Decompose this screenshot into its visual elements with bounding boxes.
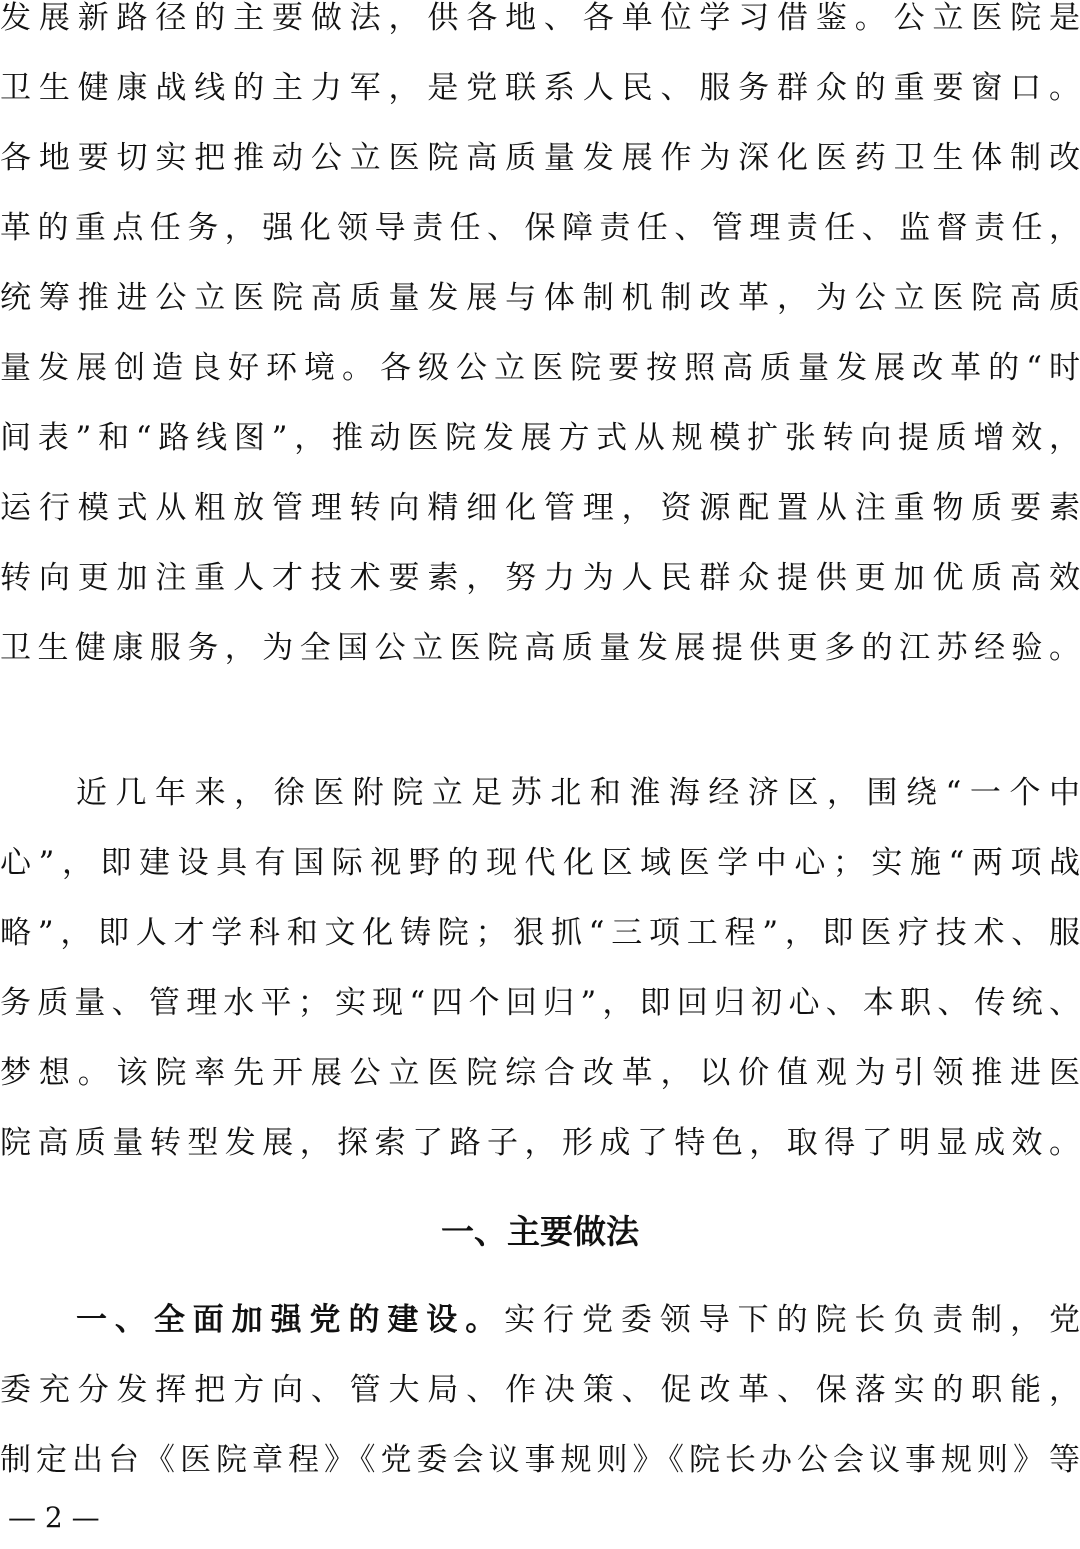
text-line: 量发展创造良好环境。各级公立医院要按照高质量发展改革的“时 (0, 350, 1080, 386)
text-span: 实行党委领导下的院长负责制，党 (504, 1302, 1080, 1338)
text-line (76, 1300, 1080, 1340)
text-line: 发展新路径的主要做法，供各地、各单位学习借鉴。公立医院是 (0, 0, 1080, 36)
text-line: 务质量、管理水平；实现“四个回归”，即回归初心、本职、传统、 (0, 985, 1080, 1021)
text-line: 各地要切实把推动公立医院高质量发展作为深化医药卫生体制改 (0, 140, 1080, 176)
text-line: 统筹推进公立医院高质量发展与体制机制改革，为公立医院高质 (0, 280, 1080, 316)
text-line: 卫生健康战线的主力军，是党联系人民、服务群众的重要窗口。 (0, 70, 1080, 106)
text-line: 革的重点任务，强化领导责任、保障责任、管理责任、监督责任， (0, 210, 1080, 246)
text-line: 转向更加注重人才技术要素，努力为人民群众提供更加优质高效 (0, 560, 1080, 596)
text-line: 近几年来，徐医附院立足苏北和淮海经济区，围绕“一个中 (76, 775, 1080, 811)
text-line: 心”，即建设具有国际视野的现代化区域医学中心；实施“两项战 (0, 845, 1080, 881)
text-line: 运行模式从粗放管理转向精细化管理，资源配置从注重物质要素 (0, 490, 1080, 526)
section-heading: 一、主要做法 (441, 1212, 639, 1251)
text-line: 梦想。该院率先开展公立医院综合改革，以价值观为引领推进医 (0, 1055, 1080, 1091)
text-line: 间表”和“路线图”，推动医院发展方式从规模扩张转向提质增效， (0, 420, 1080, 456)
bold-lead-text: 一、全面加强党的建设。 (76, 1302, 505, 1338)
text-line: 卫生健康服务，为全国公立医院高质量发展提供更多的江苏经验。 (0, 630, 1080, 666)
page-number: — 2 — (8, 1501, 100, 1534)
text-line: 委充分发挥把方向、管大局、作决策、促改革、保落实的职能， (0, 1372, 1080, 1408)
text-line: 略”，即人才学科和文化铸院；狠抓“三项工程”，即医疗技术、服 (0, 915, 1080, 951)
text-line: 制定出台《医院章程》《党委会议事规则》《院长办公会议事规则》等 (0, 1442, 1080, 1478)
text-line: 院高质量转型发展，探索了路子，形成了特色，取得了明显成效。 (0, 1125, 1080, 1161)
